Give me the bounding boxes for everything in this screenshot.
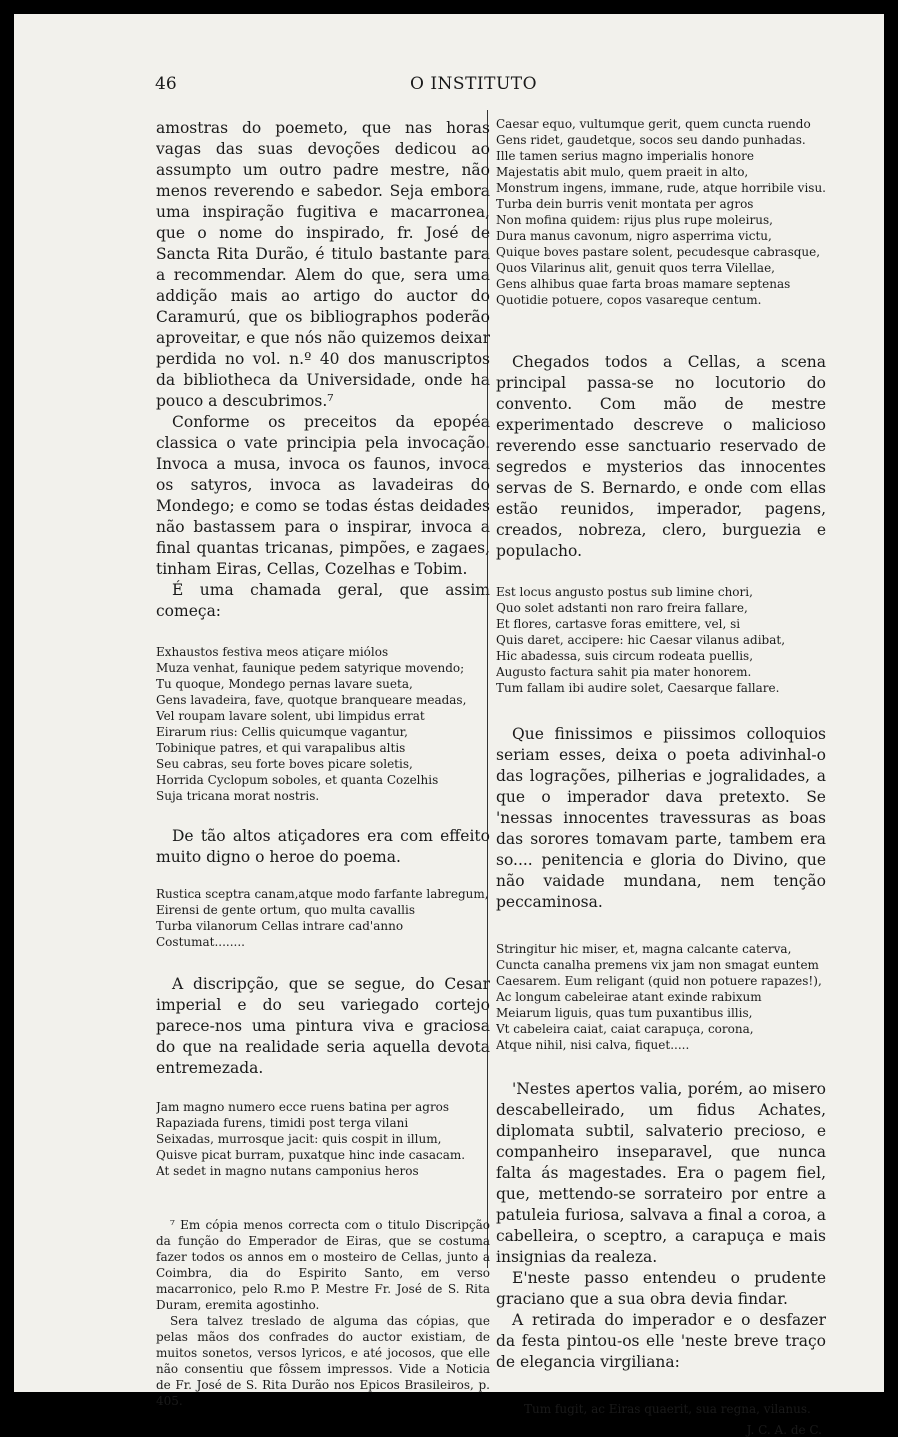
verse-block bbox=[156, 1099, 490, 1179]
verse-line: Caesar equo, vultumque gerit, quem cuncta ruendo bbox=[496, 117, 811, 131]
verse-line: Turba dein burris venit montata per agros bbox=[496, 197, 754, 211]
verse-line: Cuncta canalha premens vix jam non smagat euntem bbox=[496, 958, 819, 972]
verse-line: Majestatis abit mulo, quem praeit in alto, bbox=[496, 165, 749, 179]
verse-line: Quo solet adstanti non raro freira fallare, bbox=[496, 601, 748, 615]
verse-line: Dura manus cavonum, nigro asperrima victu, bbox=[496, 229, 772, 243]
verse-line: Quisve picat burram, puxatque hinc inde casacam. bbox=[156, 1148, 466, 1162]
verse-line: Tum fallam ibi audire solet, Caesarque fallare. bbox=[496, 681, 780, 695]
verse-line: Et flores, cartasve foras emittere, vel, si bbox=[496, 617, 741, 631]
page-number: 46 bbox=[155, 74, 177, 94]
verse-line: Meiarum liguis, quas tum puxantibus illis, bbox=[496, 1006, 753, 1020]
paragraph: Chegados todos a Cellas, a scena principal passa-se no locutorio do convento. Com mão de mestre experimentado descreve o malicioso reverendo esse sanctuario reservado de segredos e mysterios das innocentes servas de S. Bernardo, e onde com ellas estão reunidos, imperador, pagens, creados, nobreza, clero, burguezia e populacho. bbox=[496, 353, 826, 560]
footnote bbox=[156, 1217, 490, 1409]
verse-line: Muza venhat, faunique pedem satyrique movendo; bbox=[156, 661, 465, 675]
verse-line: Stringitur hic miser, et, magna calcante caterva, bbox=[496, 942, 792, 956]
running-title: O INSTITUTO bbox=[410, 74, 538, 94]
verse-line: Ille tamen serius magno imperialis honore bbox=[496, 149, 754, 163]
verse-line: Quos Vilarinus alit, genuit quos terra Vilellae, bbox=[496, 261, 775, 275]
verse-line: Vt cabeleira caiat, caiat carapuça, corona, bbox=[496, 1022, 754, 1036]
verse-line: Exhaustos festiva meos atiçare miólos bbox=[156, 645, 389, 659]
paragraph: E'neste passo entendeu o prudente graciano que a sua obra devia findar. bbox=[496, 1269, 826, 1308]
left-column bbox=[156, 118, 490, 1409]
verse-line: Suja tricana morat nostris. bbox=[156, 789, 320, 803]
right-column bbox=[496, 116, 826, 1437]
verse-line: Ac longum cabeleirae atant exinde rabixum bbox=[496, 990, 762, 1004]
footnote-paragraph: Sera talvez treslado de alguma das cópias, que pelas mãos dos confrades do auctor existiam, de muitos sonetos, versos lyricos, e até jocosos, que elle não consentiu que fôssem impressos. Vide a Noticia de Fr. José de S. Rita Durão nos Epicos Brasileiros, p. 405. bbox=[156, 1314, 490, 1408]
verse-line: Turba vilanorum Cellas intrare cad'anno bbox=[156, 919, 404, 933]
verse-block bbox=[156, 886, 490, 950]
verse-line: Jam magno numero ecce ruens batina per agros bbox=[156, 1100, 450, 1114]
crop-mark-top-left-icon bbox=[12, 12, 24, 24]
footnote-paragraph: ⁷ Em cópia menos correcta com o titulo Discripção da função do Emperador de Eiras, que se costuma fazer todos os annos em o mosteiro de Cellas, junto a Coimbra, dia do Espirito Santo, em verso macarronico, pelo R.mo P. Mestre Fr. José de S. Rita Duram, eremita agostinho. bbox=[156, 1218, 490, 1312]
verse-line: Eirensi de gente ortum, quo multa cavallis bbox=[156, 903, 416, 917]
verse-line: Augusto factura sahit pia mater honorem. bbox=[496, 665, 752, 679]
paragraph: amostras do poemeto, que nas horas vagas das suas devoções dedicou ao assumpto um outro padre mestre, não menos reverendo e sabedor. Seja embora uma inspiração fugitiva e macarronea, que o nome do inspirado, fr. José de Sancta Rita Durão, é titulo bastante para a recommendar. Alem do que, sera uma addição mais ao artigo do auctor do Caramurú, que os bibliographos poderão aproveitar, e que nós não quizemos deixar perdida no vol. n.º 40 dos manuscriptos da bibliotheca da Universidade, onde ha pouco a descubrimos.⁷ bbox=[156, 119, 490, 410]
paragraph: Conforme os preceitos da epopéa classica o vate principia pela invocação. Invoca a musa, invoca os faunos, invoca os satyros, invoca as lavadeiras do Mondego; e como se todas éstas deidades não bastassem para o inspirar, invoca a final quantas tricanas, pimpões, e zagaes, tinham Eiras, Cellas, Cozelhas e Tobim. bbox=[156, 413, 490, 578]
verse-line: Gens alhibus quae farta broas mamare septenas bbox=[496, 277, 791, 291]
verse-line: Caesarem. Eum religant (quid non potuere rapazes!), bbox=[496, 974, 822, 988]
paragraph: Que finissimos e piissimos colloquios seriam esses, deixa o poeta adivinhal-o das lograções, pilherias e jogralidades, a que o imperador dava pretexto. Se 'nessas innocentes travessuras as boas das sorores tomavam parte, tambem era so.... penitencia e gloria do Divino, que não vaidade mundana, nem tenção peccaminosa. bbox=[496, 725, 826, 911]
verse-line: Seixadas, murrosque jacit: quis cospit in illum, bbox=[156, 1132, 442, 1146]
verse-line: Horrida Cyclopum soboles, et quanta Cozelhis bbox=[156, 773, 439, 787]
paragraph: A retirada do imperador e o desfazer da festa pintou-os elle 'neste breve traço de elegancia virgiliana: bbox=[496, 1311, 826, 1371]
page bbox=[14, 14, 884, 1437]
verse-line: Quotidie potuere, copos vasareque centum. bbox=[496, 293, 762, 307]
paragraph: A discripção, que se segue, do Cesar imperial e do seu variegado cortejo parece-nos uma pintura viva e graciosa do que na realidade seria aquella devota entremezada. bbox=[156, 975, 490, 1077]
verse-line: Rustica sceptra canam,atque modo farfante labregum, bbox=[156, 887, 489, 901]
verse-block bbox=[496, 1401, 826, 1417]
verse-line: Est locus angusto postus sub limine chori, bbox=[496, 585, 753, 599]
verse-line: Eirarum rius: Cellis quicumque vagantur, bbox=[156, 725, 408, 739]
verse-line: Tum fugit, ac Eiras quaerit, sua regna, vilanus. bbox=[524, 1402, 811, 1416]
verse-block bbox=[496, 116, 826, 308]
verse-block bbox=[496, 941, 826, 1053]
verse-block bbox=[496, 584, 826, 696]
verse-line: Vel roupam lavare solent, ubi limpidus errat bbox=[156, 709, 425, 723]
crop-mark-top-right-icon bbox=[874, 12, 886, 24]
verse-line: Quis daret, accipere: hic Caesar vilanus adibat, bbox=[496, 633, 786, 647]
paragraph: É uma chamada geral, que assim começa: bbox=[156, 581, 490, 620]
paragraph: De tão altos atiçadores era com effeito muito digno o heroe do poema. bbox=[156, 827, 490, 866]
verse-line: Tu quoque, Mondego pernas lavare sueta, bbox=[156, 677, 413, 691]
verse-line: Monstrum ingens, immane, rude, atque horribile visu. bbox=[496, 181, 826, 195]
verse-line: At sedet in magno nutans camponius heros bbox=[156, 1164, 419, 1178]
verse-line: Gens ridet, gaudetque, socos seu dando punhadas. bbox=[496, 133, 806, 147]
running-header bbox=[14, 74, 884, 104]
crop-mark-bottom-left-icon bbox=[12, 1382, 24, 1394]
verse-line: Non mofina quidem: rijus plus rupe moleirus, bbox=[496, 213, 773, 227]
paragraph: 'Nestes apertos valia, porém, ao misero descabelleirado, um fidus Achates, diplomata subtil, salvaterio precioso, e companheiro inseparavel, que nunca falta ás magestades. Era o pagem fiel, que, mettendo-se sorrateiro por entre a patuleia furiosa, salvava a final a coroa, a cabelleira, o sceptro, a carapuça e mais insignias da realeza. bbox=[496, 1080, 826, 1266]
crop-mark-bottom-right-icon bbox=[874, 1382, 886, 1394]
signature: J. C. A. de C. bbox=[746, 1423, 822, 1437]
verse-line: Hic abadessa, suis circum rodeata puellis, bbox=[496, 649, 754, 663]
verse-line: Tobinique patres, et qui varapalibus altis bbox=[156, 741, 406, 755]
verse-line: Rapaziada furens, timidi post terga vilani bbox=[156, 1116, 409, 1130]
verse-line: Seu cabras, seu forte boves picare soletis, bbox=[156, 757, 413, 771]
verse-line: Costumat........ bbox=[156, 935, 245, 949]
verse-line: Quique boves pastare solent, pecudesque cabrasque, bbox=[496, 245, 821, 259]
verse-block bbox=[156, 644, 490, 804]
verse-line: Atque nihil, nisi calva, fiquet..... bbox=[496, 1038, 690, 1052]
verse-line: Gens lavadeira, fave, quotque branqueare meadas, bbox=[156, 693, 467, 707]
